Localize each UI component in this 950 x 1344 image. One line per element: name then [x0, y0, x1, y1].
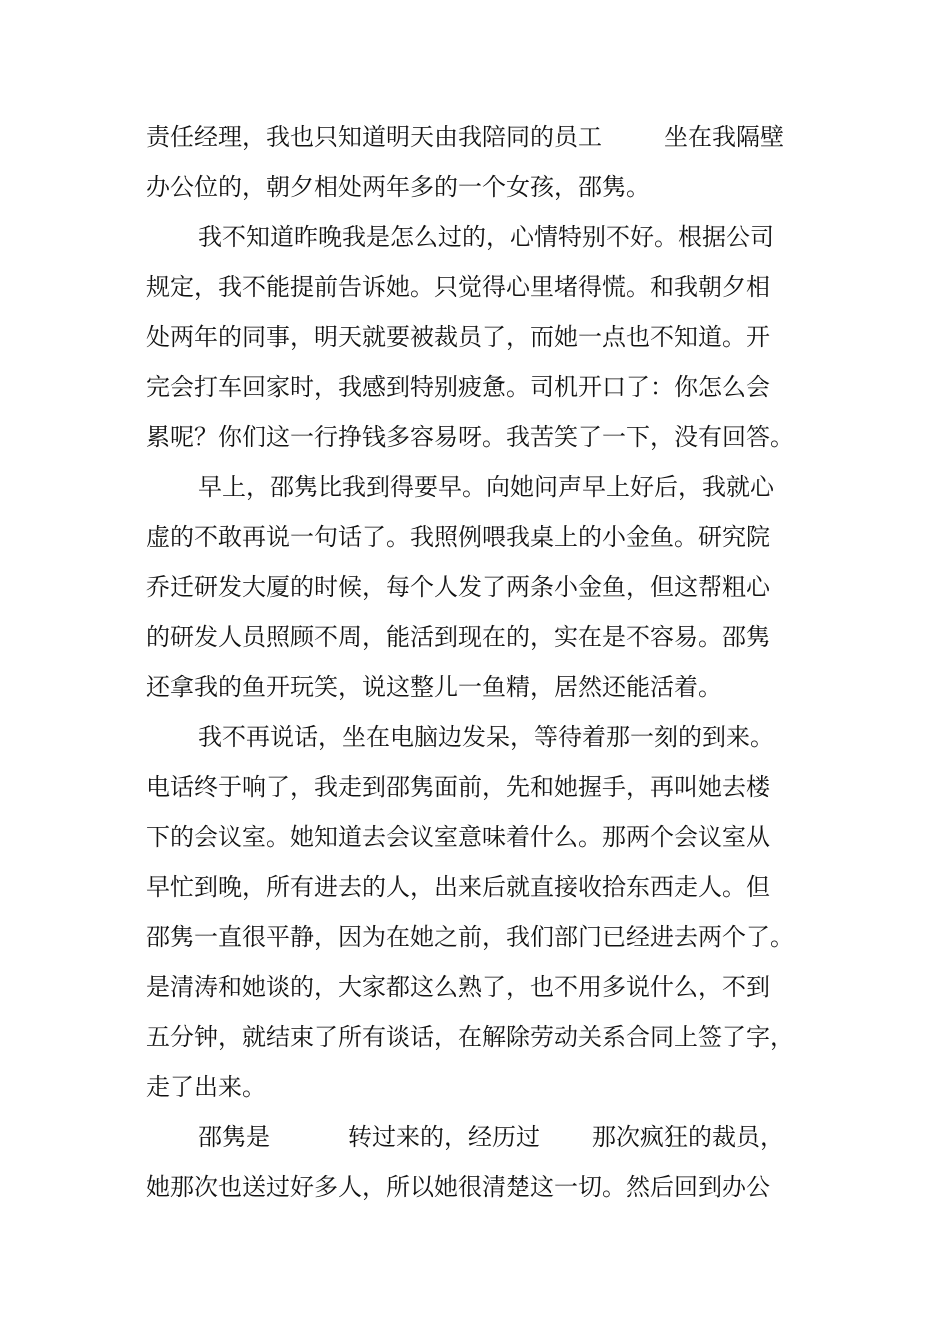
paragraph-first-line: 我不再说话，坐在电脑边发呆，等待着那一刻的到来。 — [198, 723, 774, 751]
text-line: 处两年的同事，明天就要被裁员了，而她一点也不知道。开 — [146, 323, 770, 351]
text-line: 她那次也送过好多人，所以她很清楚这一切。然后回到办公 — [146, 1173, 770, 1201]
text-segment: 责任经理，我也只知道明天由我陪同的员工 — [146, 123, 602, 151]
text-segment: 那次疯狂的裁员， — [592, 1123, 784, 1151]
body-text — [146, 112, 806, 1212]
text-line: 邵隽一直很平静，因为在她之前，我们部门已经进去两个了。 — [146, 923, 794, 951]
text-line: 规定，我不能提前告诉她。只觉得心里堵得慌。和我朝夕相 — [146, 273, 770, 301]
text-segment: 转过来的，经历过 — [348, 1123, 540, 1151]
text-segment: 邵隽是 — [198, 1123, 270, 1151]
text-line: 下的会议室。她知道去会议室意味着什么。那两个会议室从 — [146, 823, 770, 851]
text-line: 早忙到晚，所有进去的人，出来后就直接收拾东西走人。但 — [146, 873, 770, 901]
text-line: 是清涛和她谈的，大家都这么熟了，也不用多说什么，不到 — [146, 973, 770, 1001]
text-line: 走了出来。 — [146, 1073, 266, 1101]
paragraph-first-line: 早上，邵隽比我到得要早。向她问声早上好后，我就心 — [198, 473, 774, 501]
text-line: 完会打车回家时，我感到特别疲惫。司机开口了：你怎么会 — [146, 373, 770, 401]
text-line: 乔迁研发大厦的时候，每个人发了两条小金鱼，但这帮粗心 — [146, 573, 770, 601]
paragraph-first-line: 我不知道昨晚我是怎么过的，心情特别不好。根据公司 — [198, 223, 774, 251]
text-segment: 坐在我隔壁 — [664, 123, 784, 151]
text-line: 电话终于响了，我走到邵隽面前，先和她握手，再叫她去楼 — [146, 773, 770, 801]
text-line: 还拿我的鱼开玩笑，说这整儿一鱼精，居然还能活着。 — [146, 673, 722, 701]
text-line: 五分钟，就结束了所有谈话，在解除劳动关系合同上签了字， — [146, 1023, 794, 1051]
text-line: 的研发人员照顾不周，能活到现在的，实在是不容易。邵隽 — [146, 623, 770, 651]
text-line: 办公位的，朝夕相处两年多的一个女孩，邵隽。 — [146, 173, 650, 201]
paragraph-first-line — [146, 1112, 806, 1162]
text-line: 虚的不敢再说一句话了。我照例喂我桌上的小金鱼。研究院 — [146, 523, 770, 551]
text-line — [146, 112, 806, 162]
text-line: 累呢？你们这一行挣钱多容易呀。我苦笑了一下，没有回答。 — [146, 423, 794, 451]
